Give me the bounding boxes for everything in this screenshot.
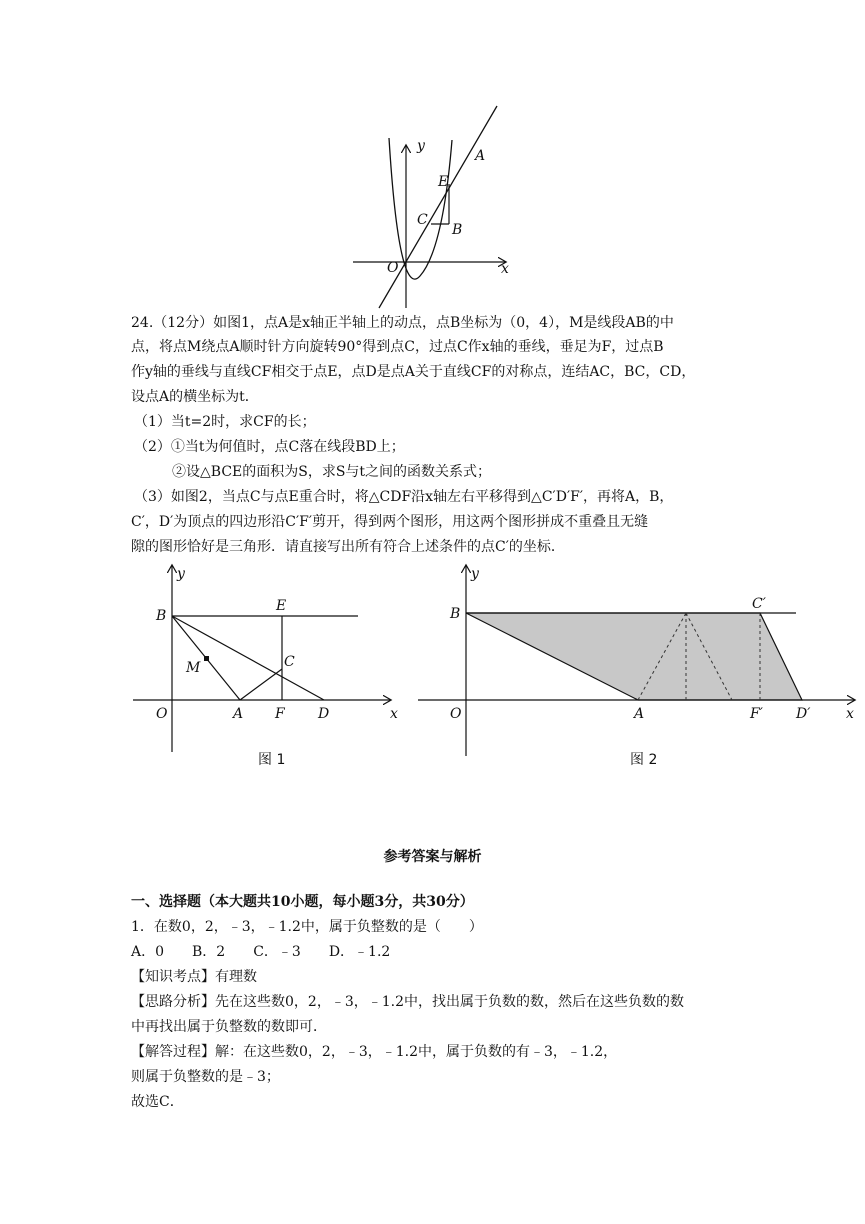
label-f-prime: F′	[750, 706, 763, 722]
answer-line: A．0 B．2 C．﹣3 D．﹣1.2	[131, 944, 391, 960]
label-c-prime: C′	[752, 596, 766, 612]
label-c: C	[284, 654, 295, 670]
section-heading: 一、选择题（本大题共10小题，每小题3分，共30分）	[131, 894, 474, 910]
figure-2	[410, 560, 860, 775]
label-x: x	[390, 706, 398, 722]
label-y: y	[417, 138, 425, 154]
label-a: A	[634, 706, 645, 722]
problem-line: ②设△BCE的面积为S，求S与t之间的函数关系式；	[172, 464, 492, 480]
answer-line: 【解答过程】解：在这些数0，2，﹣3，﹣1.2中，属于负数的有﹣3，﹣1.2，	[131, 1044, 618, 1060]
figure-1-caption: 图 1	[258, 752, 286, 768]
answer-line: 故选C．	[131, 1094, 184, 1110]
label-x: x	[501, 261, 509, 277]
label-d-prime: D′	[796, 706, 811, 722]
problem-line: 作y轴的垂线与直线CF相交于点E，点D是点A关于直线CF的对称点，连结AC，BC，CD，	[131, 364, 696, 380]
point-m	[204, 656, 209, 661]
parabola	[389, 138, 452, 279]
figure-2-caption: 图 2	[630, 752, 658, 768]
problem-line: 24.（12分）如图1，点A是x轴正半轴上的动点，点B坐标为（0，4），M是线段AB的中	[131, 315, 674, 331]
answer-line: 【思路分析】先在这些数0，2，﹣3，﹣1.2中，找出属于负数的数，然后在这些负数的数	[131, 994, 684, 1010]
label-c: C	[417, 212, 428, 228]
shaded-quadrilateral	[466, 613, 802, 700]
label-x: x	[846, 706, 854, 722]
problem-line: （2）①当t为何值时，点C落在线段BD上；	[134, 439, 405, 455]
label-b: B	[450, 606, 461, 622]
label-f: F	[275, 706, 285, 722]
answer-line: 中再找出属于负整数的数即可．	[131, 1019, 327, 1035]
problem-line: （3）如图2，当点C与点E重合时，将△CDF沿x轴左右平移得到△C′D′F′，再将A，B，	[134, 489, 674, 505]
top-figure	[345, 100, 520, 312]
label-o: O	[387, 260, 399, 276]
figure-1	[128, 560, 408, 775]
label-a: A	[475, 148, 486, 164]
label-e: E	[276, 598, 287, 614]
problem-line: （1）当t=2时，求CF的长；	[134, 414, 316, 430]
problem-line: 隙的图形恰好是三角形．请直接写出所有符合上述条件的点C′的坐标．	[131, 539, 565, 555]
label-b: B	[452, 222, 463, 238]
answer-line: 则属于负整数的是﹣3；	[131, 1069, 280, 1085]
label-y: y	[177, 566, 185, 582]
label-a: A	[233, 706, 244, 722]
segment-ac	[240, 669, 282, 700]
problem-line: 点，将点M绕点A顺时针方向旋转90°得到点C，过点C作x轴的垂线，垂足为F，过点B	[131, 339, 664, 355]
answer-line: 1．在数0，2，﹣3，﹣1.2中，属于负整数的是（ ）	[131, 919, 483, 935]
label-o: O	[450, 706, 462, 722]
problem-line: 设点A的横坐标为t．	[131, 389, 259, 405]
label-e: E	[438, 174, 449, 190]
answer-line: 【知识考点】有理数	[131, 969, 257, 985]
segment-bd	[172, 616, 324, 700]
label-b: B	[156, 608, 167, 624]
label-d: D	[318, 706, 330, 722]
line-through-origin	[379, 106, 497, 308]
label-o: O	[156, 706, 168, 722]
label-m: M	[186, 660, 201, 676]
problem-line: C′，D′为顶点的四边形沿C′F′剪开，得到两个图形，用这两个图形拼成不重叠且无缝	[131, 514, 649, 530]
answer-heading: 参考答案与解析	[383, 849, 482, 865]
label-y: y	[471, 566, 479, 582]
